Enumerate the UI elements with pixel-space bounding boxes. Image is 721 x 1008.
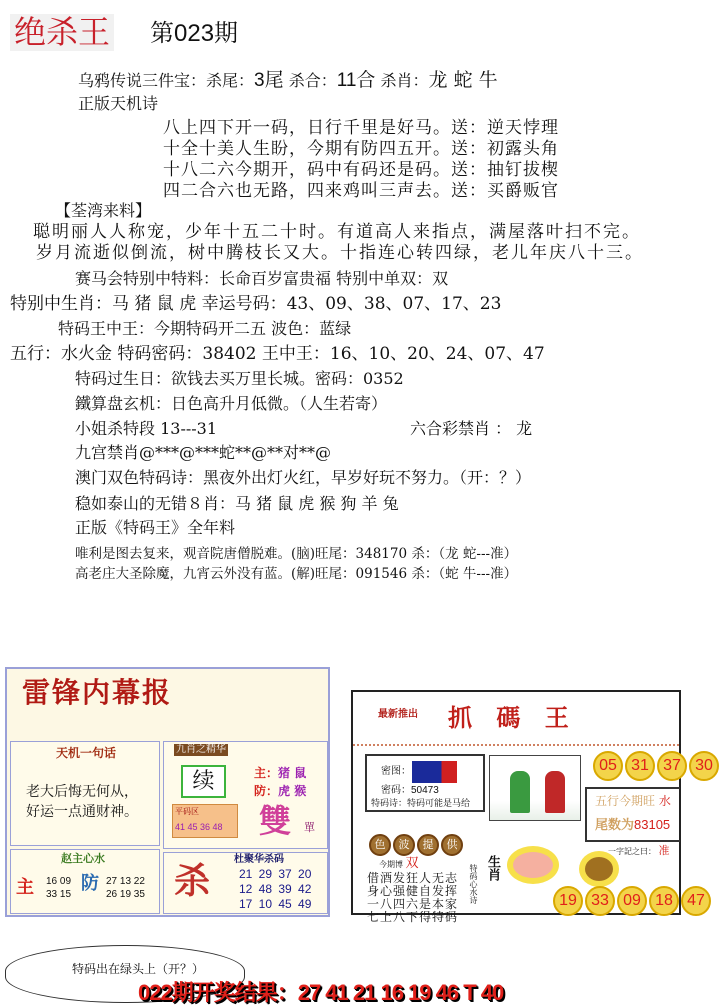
poem-line: 八上四下开一码，日行千里是好马。送：逆天悖理 — [163, 118, 559, 138]
crow-line — [78, 70, 498, 92]
draw-result: 022期开奖结果：27 41 21 16 19 46 T 40 — [138, 980, 504, 1005]
pingma-title: 平码区 — [175, 807, 199, 816]
number-ball: 30 — [689, 751, 719, 781]
poem-line: 身心强健自发挥 — [367, 884, 459, 898]
xiao-label: 杀肖： — [380, 71, 429, 90]
mima-value: 50473 — [411, 785, 439, 796]
he-label: 杀合： — [288, 71, 337, 90]
zhuama-panel — [351, 690, 713, 924]
num-row: 27 13 22 — [106, 876, 145, 887]
zhu-label: 主： — [254, 766, 279, 780]
new-label: 最新推出 — [378, 709, 418, 720]
item-line: 高老庄大圣除魔，九宵云外没有蓝。(解)旺尾：091546 杀：（蛇 牛---准） — [75, 566, 518, 582]
logo-title: 绝杀王 — [10, 14, 114, 51]
item-line: 正版《特码王》全年料 — [75, 518, 236, 537]
tail-label: 尾数为 — [595, 818, 635, 833]
leifeng-panel — [5, 667, 330, 917]
liuhe-line: 六合彩禁肖 ： 龙 — [410, 419, 533, 438]
tail-value: 83105 — [634, 817, 671, 832]
tianji-line: 好运一点通财神。 — [26, 804, 138, 820]
kill-char: 杀 — [174, 860, 211, 902]
zhu-mark: 主 — [16, 877, 34, 898]
illustration-image — [489, 755, 581, 821]
number-ball: 19 — [553, 886, 583, 916]
poem-line: 借酒发狂人无志 — [367, 871, 459, 885]
fang-nums — [106, 875, 145, 901]
crow-label: 乌鸦传说三件宝：杀尾： — [78, 71, 255, 90]
leifeng-title: 雷锋内幕报 — [22, 676, 173, 709]
poem-line: 十八二六今期开，码中有码还是码。送：抽钉拔楔 — [163, 160, 559, 180]
poem-line: 十全十美人生盼，今期有防四五开。送：初露头角 — [163, 139, 559, 159]
fang-value: 虎 猴 — [278, 784, 307, 798]
num-row: 26 19 35 — [106, 889, 145, 900]
pingma-box — [172, 804, 238, 838]
side-label: 特码心水诗 — [469, 864, 478, 904]
wuxing-box — [585, 787, 680, 842]
wuxing-value: 水 — [658, 794, 671, 808]
fang-line — [254, 784, 306, 799]
number-ball: 09 — [617, 886, 647, 916]
zhu-nums — [46, 875, 71, 901]
jinqi-value: 双 — [405, 856, 419, 871]
quanwan-title: 【荃湾来料】 — [55, 201, 152, 220]
tags — [369, 830, 465, 856]
kill-row: 12 48 39 42 — [239, 882, 312, 896]
kill-xiao: 龙 蛇 牛 — [428, 69, 498, 91]
number-ball: 05 — [593, 751, 623, 781]
zhu-value: 猪 鼠 — [278, 766, 307, 780]
zhuama-poem — [367, 872, 458, 924]
issue-number: 第023期 — [150, 20, 239, 47]
jinqi-label: 今期博 — [379, 860, 403, 869]
number-ball: 33 — [585, 886, 615, 916]
yizi-label: 一字記之曰： — [608, 847, 656, 856]
kill-row: 17 10 45 49 — [239, 897, 312, 911]
jiuxiao-box — [163, 741, 328, 849]
item-line: 唯利是图去复来，观音院唐僧脱难。(脑)旺尾：348170 杀：（龙 蛇---准） — [75, 546, 518, 562]
char-box: 续 — [181, 765, 226, 798]
mitu-label: 密图： — [381, 766, 411, 777]
poem-label: 特码诗： — [371, 799, 408, 809]
tianji-line: 老大后悔无何从， — [26, 784, 138, 800]
tag: 波 — [393, 834, 415, 856]
num-row: 33 15 — [46, 889, 72, 900]
item-line: 澳门双色特码诗：黑夜外出灯火红，早岁好玩不努力。（开：？） — [75, 468, 532, 487]
tag: 提 — [417, 834, 439, 856]
number-ball: 37 — [657, 751, 687, 781]
zhuama-title: 抓 碼 王 — [448, 703, 577, 732]
dan-char: 單 — [304, 821, 315, 834]
kill-box — [163, 852, 328, 914]
cloud-text: 特码出在绿头上（开？） — [72, 962, 205, 976]
item-line: 鐵算盘玄机：日色高升月低微。（人生若寄） — [75, 394, 388, 413]
wuxing-label: 五行今期旺 — [595, 794, 656, 808]
jiuxiao-title: 九肖之精华 — [176, 744, 226, 755]
quanwan-line: 聪明丽人人称宠，少年十五二十时。有道高人来指点，满屋落叶扫不完。 — [33, 222, 641, 242]
yizi-value: 准 — [658, 844, 670, 857]
poem-value: 特码可能是马给 — [407, 799, 471, 809]
kill-nums — [239, 867, 311, 912]
mitu-icon — [412, 761, 457, 783]
fang-mark: 防 — [81, 873, 99, 894]
mima-label: 密码： — [381, 785, 411, 796]
pingma-nums: 41 45 36 48 — [175, 822, 223, 832]
poem-line: 四二合六也无路，四来鸡叫三声去。送：买爵贩官 — [163, 181, 559, 201]
shengxiao-label: 生肖 — [485, 855, 500, 881]
tianji-title: 天机一句话 — [56, 746, 117, 760]
tianji-box — [10, 741, 160, 846]
poem-title: 正版天机诗 — [78, 94, 159, 113]
item-line: 特别中生肖：马 猪 鼠 虎 幸运号码：43、09、38、07、17、23 — [10, 294, 502, 314]
poem-line: 一八四六是本家 — [367, 897, 459, 911]
tag: 供 — [441, 834, 463, 856]
kill-tail: 3尾 — [254, 70, 284, 91]
quanwan-line: 岁月流逝似倒流，树中腾枝长又大。十指连心转四绿，老儿年庆八十三。 — [36, 243, 644, 263]
number-ball: 31 — [625, 751, 655, 781]
item-line: 特码过生日：欲钱去买万里长城。密码：0352 — [75, 369, 404, 388]
mima-box — [365, 754, 485, 812]
number-ball: 18 — [649, 886, 679, 916]
number-ball: 47 — [681, 886, 711, 916]
kill-he: 11合 — [336, 70, 376, 91]
bottom-balls — [553, 885, 713, 916]
rat-icon — [585, 857, 613, 881]
tag: 色 — [369, 834, 391, 856]
kill-title: 杜聚华杀码 — [234, 854, 284, 865]
poem-line: 七上八下得特码 — [367, 910, 459, 924]
xin-box — [10, 849, 160, 914]
item-line: 稳如泰山的无错８肖：马 猪 鼠 虎 猴 狗 羊 兔 — [75, 494, 399, 513]
item-line: 小姐杀特段 13---31 — [75, 419, 218, 438]
divider — [353, 744, 679, 746]
zhu-line — [254, 766, 306, 781]
pig-icon — [513, 852, 553, 878]
item-line: 特码王中王：今期特码开二五 波色：蓝绿 — [58, 319, 352, 338]
item-line: 五行：水火金 特码密码：38402 王中王：16、10、20、24、07、47 — [10, 344, 545, 364]
top-balls — [593, 750, 721, 781]
shuang-char: 雙 — [259, 802, 292, 840]
item-line: 赛马会特别中特料：长命百岁富贵福 特别中单双：双 — [75, 269, 449, 288]
item-line: 九宫禁肖@***@***蛇**@**对**@ — [75, 443, 332, 462]
fang-label: 防： — [254, 784, 279, 798]
xin-title: 赵主心水 — [61, 852, 105, 865]
kill-row: 21 29 37 20 — [239, 867, 312, 881]
num-row: 16 09 — [46, 876, 72, 887]
